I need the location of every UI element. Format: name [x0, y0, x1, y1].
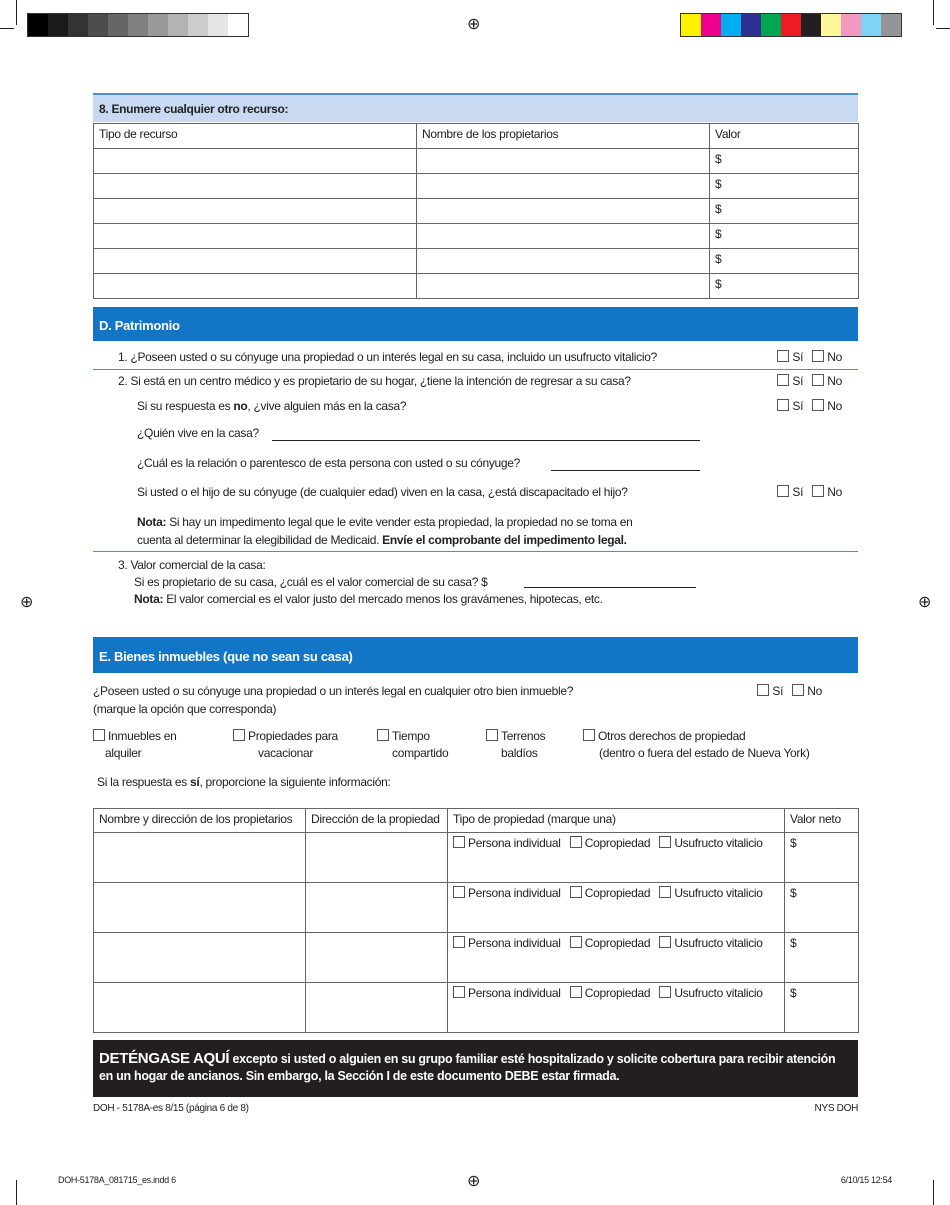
owner-name-cell[interactable]	[417, 249, 710, 274]
owners-cell[interactable]	[94, 983, 306, 1033]
col-header: Dirección de la propiedad	[306, 809, 448, 833]
checkbox-no[interactable]	[812, 485, 824, 497]
registration-mark-icon: ⊕	[918, 594, 932, 611]
color-swatch	[701, 14, 721, 36]
section-e-header: E. Bienes inmuebles (que no sean su casa)	[93, 637, 858, 673]
question-3: 3. Valor comercial de la casa:	[118, 558, 266, 572]
property-option[interactable]: Terrenos baldíos	[486, 728, 545, 762]
followup-text: Si la respuesta es sí, proporcione la siguiente información:	[97, 775, 391, 789]
table-row	[94, 833, 859, 883]
property-option[interactable]: Inmuebles en alquiler	[93, 728, 176, 762]
resource-type-cell[interactable]	[94, 274, 417, 299]
checkbox[interactable]	[453, 836, 465, 848]
question-3a: Si es propietario de su casa, ¿cuál es el valor comercial de su casa? $	[134, 575, 488, 589]
date-slug: 6/10/15 12:54	[840, 1175, 892, 1185]
resource-type-cell[interactable]	[94, 249, 417, 274]
value-cell[interactable]: $	[710, 199, 859, 224]
registration-mark-icon: ⊕	[467, 1173, 481, 1190]
legal-note: Nota: Si hay un impedimento legal que le evite vender esta propiedad, la propiedad no se toma en	[137, 515, 633, 529]
table-row	[94, 883, 859, 933]
registration-mark-icon: ⊕	[467, 16, 481, 33]
checkbox[interactable]	[453, 886, 465, 898]
table-row	[94, 149, 859, 174]
checkbox[interactable]	[453, 936, 465, 948]
property-option[interactable]: Tiempo compartido	[377, 728, 448, 762]
gray-swatch	[188, 14, 208, 36]
address-cell[interactable]	[306, 983, 448, 1033]
yes-label: Sí	[792, 485, 804, 499]
table-row	[94, 174, 859, 199]
yes-label: Sí	[772, 684, 784, 698]
market-value-input[interactable]	[524, 587, 696, 588]
no-label: No	[827, 374, 842, 388]
property-type-cell: Persona individual Copropiedad Usufructo vitalicio	[448, 983, 785, 1033]
section-e-question: ¿Poseen usted o su cónyuge una propiedad o un interés legal en cualquier otro bien inmueble?	[93, 684, 574, 698]
gray-swatch	[88, 14, 108, 36]
yes-no-q2d[interactable]	[777, 485, 842, 499]
no-label: No	[807, 684, 822, 698]
color-swatch	[821, 14, 841, 36]
resource-type-cell[interactable]	[94, 149, 417, 174]
section-d-header: D. Patrimonio	[93, 307, 858, 341]
section-e-hint: (marque la opción que corresponda)	[93, 702, 277, 716]
yes-label: Sí	[792, 350, 804, 364]
who-lives-input[interactable]	[272, 440, 700, 441]
col-header: Tipo de propiedad (marque una)	[448, 809, 785, 833]
registration-mark-icon: ⊕	[20, 594, 34, 611]
checkbox-yes[interactable]	[777, 399, 789, 411]
checkbox-yes[interactable]	[777, 350, 789, 362]
table-row	[94, 249, 859, 274]
address-cell[interactable]	[306, 883, 448, 933]
checkbox[interactable]	[233, 729, 245, 741]
col-header: Valor neto	[785, 809, 859, 833]
checkbox[interactable]	[570, 936, 582, 948]
market-value-note: Nota: El valor comercial es el valor justo del mercado menos los gravámenes, hipotecas, etc.	[134, 592, 603, 606]
owners-cell[interactable]	[94, 883, 306, 933]
question-1: 1. ¿Poseen usted o su cónyuge una propiedad o un interés legal en su casa, incluido un usufructo vitalicio?	[118, 350, 657, 364]
checkbox-no[interactable]	[812, 399, 824, 411]
net-value-cell[interactable]: $	[785, 983, 859, 1033]
owners-cell[interactable]	[94, 933, 306, 983]
gray-swatch	[28, 14, 48, 36]
col-header: Valor	[710, 124, 859, 149]
address-cell[interactable]	[306, 833, 448, 883]
checkbox-yes[interactable]	[777, 374, 789, 386]
gray-swatch	[48, 14, 68, 36]
legal-note-2: cuenta al determinar la elegibilidad de Medicaid. Envíe el comprobante del impedimento legal.	[137, 533, 627, 547]
property-type-cell: Persona individual Copropiedad Usufructo vitalicio	[448, 883, 785, 933]
color-swatch	[741, 14, 761, 36]
color-swatch	[781, 14, 801, 36]
checkbox[interactable]	[453, 986, 465, 998]
table-row	[94, 224, 859, 249]
checkbox-yes[interactable]	[777, 485, 789, 497]
color-swatch	[681, 14, 701, 36]
yes-no-q2a[interactable]	[777, 399, 842, 413]
owners-cell[interactable]	[94, 833, 306, 883]
relationship-input[interactable]	[551, 470, 700, 471]
resource-type-cell[interactable]	[94, 224, 417, 249]
yes-no-e[interactable]	[757, 684, 822, 698]
property-option[interactable]: Propiedades para vacacionar	[233, 728, 338, 762]
checkbox[interactable]	[570, 986, 582, 998]
checkbox[interactable]	[570, 836, 582, 848]
question-2: 2. Si está en un centro médico y es propietario de su hogar, ¿tiene la intención de regresar a su casa?	[118, 374, 631, 388]
col-header: Nombre de los propietarios	[417, 124, 710, 149]
color-swatch	[841, 14, 861, 36]
checkbox[interactable]	[583, 729, 595, 741]
no-label: No	[827, 485, 842, 499]
value-cell[interactable]: $	[710, 224, 859, 249]
no-label: No	[827, 350, 842, 364]
section-8-header: 8. Enumere cualquier otro recurso:	[93, 93, 858, 122]
owner-name-cell[interactable]	[417, 149, 710, 174]
net-value-cell[interactable]: $	[785, 833, 859, 883]
question-2b: ¿Quién vive en la casa?	[137, 426, 259, 440]
checkbox[interactable]	[570, 886, 582, 898]
other-resources-table	[93, 123, 859, 299]
gray-color-bar	[27, 13, 249, 37]
gray-swatch	[208, 14, 228, 36]
col-header: Nombre y dirección de los propietarios	[94, 809, 306, 833]
table-row	[94, 983, 859, 1033]
owner-name-cell[interactable]	[417, 174, 710, 199]
value-cell[interactable]: $	[710, 149, 859, 174]
checkbox-no[interactable]	[792, 684, 804, 696]
table-row	[94, 199, 859, 224]
resource-type-cell[interactable]	[94, 199, 417, 224]
yes-no-q2[interactable]	[777, 374, 842, 388]
file-slug: DOH-5178A_081715_es.indd 6	[58, 1175, 176, 1185]
checkbox[interactable]	[486, 729, 498, 741]
value-cell[interactable]: $	[710, 249, 859, 274]
checkbox[interactable]	[659, 836, 671, 848]
color-swatch	[721, 14, 741, 36]
color-swatch	[801, 14, 821, 36]
checkbox[interactable]	[377, 729, 389, 741]
gray-swatch	[148, 14, 168, 36]
address-cell[interactable]	[306, 933, 448, 983]
color-swatch	[881, 14, 901, 36]
no-label: No	[827, 399, 842, 413]
color-swatch	[761, 14, 781, 36]
gray-swatch	[128, 14, 148, 36]
checkbox[interactable]	[659, 886, 671, 898]
gray-swatch	[228, 14, 248, 36]
resource-type-cell[interactable]	[94, 174, 417, 199]
gray-swatch	[108, 14, 128, 36]
value-cell[interactable]: $	[710, 174, 859, 199]
gray-swatch	[168, 14, 188, 36]
value-cell[interactable]: $	[710, 274, 859, 299]
checkbox[interactable]	[659, 936, 671, 948]
question-2a: Si su respuesta es no, ¿vive alguien más en la casa?	[137, 399, 407, 413]
stop-here-banner: DETÉNGASE AQUÍ excepto si usted o alguien en su grupo familiar esté hospitalizado y solicite cobertura para recibir atención en un hogar de ancianos. Sin embargo, la Sección I de este documento DEBE estar firmada.	[93, 1040, 858, 1097]
yes-no-q1[interactable]	[777, 350, 842, 364]
checkbox-no[interactable]	[812, 350, 824, 362]
process-color-bar	[680, 13, 902, 37]
gray-swatch	[68, 14, 88, 36]
table-row	[94, 933, 859, 983]
property-option[interactable]: Otros derechos de propiedad (dentro o fuera del estado de Nueva York)	[583, 728, 810, 762]
color-swatch	[861, 14, 881, 36]
property-type-cell: Persona individual Copropiedad Usufructo vitalicio	[448, 933, 785, 983]
agency-label: NYS DOH	[814, 1103, 858, 1114]
table-row	[94, 274, 859, 299]
owner-name-cell[interactable]	[417, 224, 710, 249]
owner-name-cell[interactable]	[417, 199, 710, 224]
checkbox-no[interactable]	[812, 374, 824, 386]
question-2d: Si usted o el hijo de su cónyuge (de cualquier edad) viven en la casa, ¿está discapacitado el hijo?	[137, 485, 628, 499]
net-value-cell[interactable]: $	[785, 883, 859, 933]
checkbox-yes[interactable]	[757, 684, 769, 696]
owner-name-cell[interactable]	[417, 274, 710, 299]
net-value-cell[interactable]: $	[785, 933, 859, 983]
property-type-cell: Persona individual Copropiedad Usufructo vitalicio	[448, 833, 785, 883]
yes-label: Sí	[792, 374, 804, 388]
form-number: DOH - 5178A-es 8/15 (página 6 de 8)	[93, 1103, 249, 1114]
col-header: Tipo de recurso	[94, 124, 417, 149]
real-estate-table	[93, 808, 859, 1033]
question-2c: ¿Cuál es la relación o parentesco de esta persona con usted o su cónyuge?	[137, 456, 521, 470]
checkbox[interactable]	[93, 729, 105, 741]
checkbox[interactable]	[659, 986, 671, 998]
yes-label: Sí	[792, 399, 804, 413]
